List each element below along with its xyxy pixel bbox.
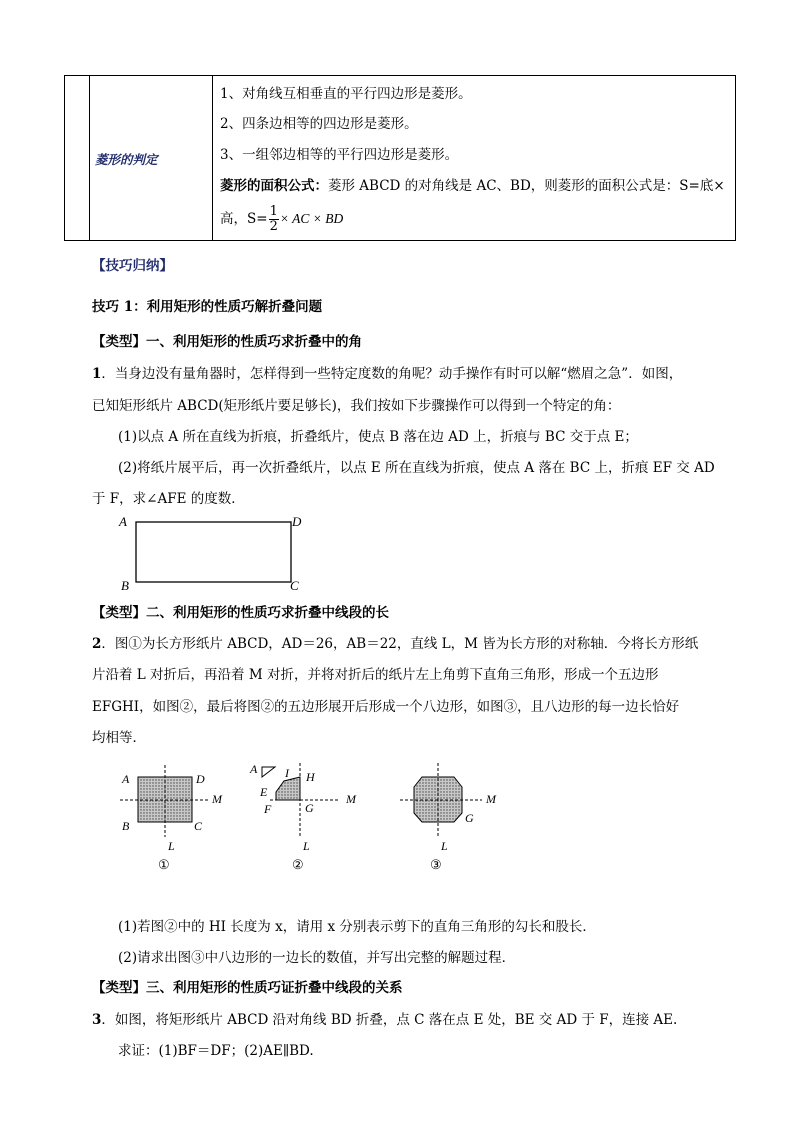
problem1-number: 1 <box>92 366 102 382</box>
problem2-line3: EFGHI，如图②，最后将图②的五边形展开后形成一个八边形，如图③，且八边形的每一边长恰好 <box>92 699 680 715</box>
criterion-2: 2、四条边相等的四边形是菱形。 <box>220 116 418 132</box>
rectangle-abcd <box>136 522 291 582</box>
fig3-caption: ③ <box>430 857 442 872</box>
problem2-question2: (2)请求出图③中八边形的一边长的数值，并写出完整的解题过程． <box>118 950 516 966</box>
fig1-caption: ① <box>158 857 170 872</box>
fig1-label-c: C <box>194 819 203 833</box>
problem3-line1 <box>92 1010 677 1030</box>
area-formula-line2 <box>220 204 343 234</box>
problem3-line2: 求证：(1)BF＝DF；(2)AE∥BD. <box>118 1043 314 1059</box>
fig1-label-d: D <box>196 772 205 786</box>
fig2-label-a: A <box>250 762 258 776</box>
table-label-cell: 菱形的判定 <box>95 152 158 167</box>
fig2-label-h: H <box>306 770 315 784</box>
problem2-line2: 片沿着 L 对折后，再沿着 M 对折，并将对折后的纸片左上角剪下直角三角形，形成一个五边形 <box>92 667 659 683</box>
skill1-title: 技巧 1：利用矩形的性质巧解折叠问题 <box>92 299 323 315</box>
fraction-one-half <box>269 205 279 234</box>
label-c: C <box>290 578 299 593</box>
fig2-label-f: F <box>264 802 272 816</box>
rectangle-figure <box>112 512 312 596</box>
problem1-step2a: (2)将纸片展平后，再一次折叠纸片，以点 E 所在直线为折痕，使点 A 落在 BC 上，折痕 EF 交 AD <box>118 460 715 476</box>
problem1-text: ．当身边没有量角器时，怎样得到一些特定度数的角呢？动手操作有时可以解“燃眉之急”．如图， <box>101 366 683 382</box>
fig2-caption: ② <box>292 857 304 872</box>
area-formula-prefix: 高，S= <box>220 211 268 227</box>
type1-heading: 【类型】一、利用矩形的性质巧求折叠中的角 <box>92 334 362 350</box>
fig2-label-e: E <box>260 785 268 799</box>
problem1-step1: (1)以点 A 所在直线为折痕，折叠纸片，使点 B 落在边 AD 上，折痕与 BC 交于点 E； <box>118 429 638 445</box>
problem2-text: ．图①为长方形纸片 ABCD，AD＝26，AB＝22，直线 L，M 皆为长方形的对称轴．今将长方形纸 <box>101 636 699 652</box>
fig3-label-l: L <box>441 839 448 853</box>
problem3-number: 3 <box>92 1012 102 1028</box>
type2-heading: 【类型】二、利用矩形的性质巧求折叠中线段的长 <box>92 605 389 621</box>
area-formula-tail: × AC × BD <box>279 211 344 226</box>
table-divider-2 <box>212 76 213 240</box>
fig2-label-i: I <box>285 766 289 780</box>
figure-1 <box>120 765 223 872</box>
label-b: B <box>121 578 129 593</box>
rhombus-criteria-table <box>64 75 736 241</box>
fig2-pentagon <box>276 777 300 800</box>
problem2-line4: 均相等． <box>92 730 146 746</box>
problem2-number: 2 <box>92 636 102 652</box>
problem1-line1 <box>92 364 682 384</box>
fig1-label-a: A <box>122 772 130 786</box>
fig2-label-m: M <box>346 792 356 806</box>
folding-figures <box>110 755 510 875</box>
table-divider-1 <box>89 76 90 240</box>
label-a: A <box>119 514 127 529</box>
fig3-label-g: G <box>465 811 474 825</box>
criterion-3: 3、一组邻边相等的平行四边形是菱形。 <box>220 147 459 163</box>
fig2-label-g: G <box>305 801 314 815</box>
fig1-label-m: M <box>212 792 222 806</box>
fig3-label-m: M <box>486 792 496 806</box>
fig1-label-l: L <box>168 839 175 853</box>
fig2-cut-triangle <box>262 767 275 777</box>
figure-3 <box>400 763 497 872</box>
problem2-question1: (1)若图②中的 HI 长度为 x，请用 x 分别表示剪下的直角三角形的勾长和股长． <box>118 919 596 935</box>
area-formula-title: 菱形的面积公式： <box>220 178 328 194</box>
fraction-numerator: 1 <box>269 204 278 219</box>
criterion-1: 1、对角线互相垂直的平行四边形是菱形。 <box>220 86 472 102</box>
fig2-label-l: L <box>303 839 310 853</box>
figure-2 <box>249 762 357 872</box>
section-heading: 【技巧归纳】 <box>92 258 173 274</box>
problem2-line1 <box>92 634 698 654</box>
area-formula-text: 菱形 ABCD 的对角线是 AC、BD，则菱形的面积公式是：S=底× <box>328 178 725 194</box>
area-formula-line1 <box>220 176 725 196</box>
problem3-text: ．如图，将矩形纸片 ABCD 沿对角线 BD 折叠，点 C 落在点 E 处，BE 交 AD 于 F，连接 AE. <box>101 1012 678 1028</box>
label-d: D <box>292 514 302 529</box>
fig1-label-b: B <box>122 819 130 833</box>
problem1-line2: 已知矩形纸片 ABCD(矩形纸片要足够长)，我们按如下步骤操作可以得到一个特定的角： <box>92 398 621 414</box>
fraction-denominator: 2 <box>269 219 278 234</box>
problem1-step2b: 于 F，求∠AFE 的度数． <box>92 491 245 507</box>
type3-heading: 【类型】三、利用矩形的性质巧证折叠中线段的关系 <box>92 980 403 996</box>
